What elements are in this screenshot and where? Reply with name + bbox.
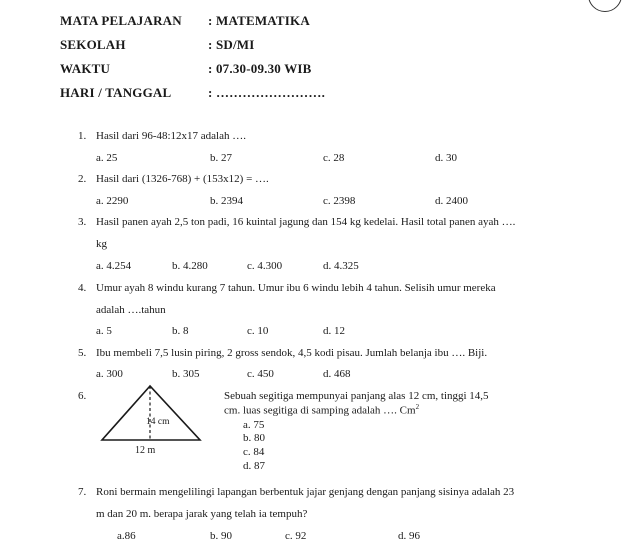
option-a: a.86	[117, 530, 136, 542]
superscript-2: 2	[415, 403, 420, 411]
header-value-date: : …………………….	[208, 85, 326, 100]
option-c: c. 4.300	[247, 260, 283, 272]
triangle-shape	[102, 386, 200, 440]
option-a: a. 75	[243, 419, 265, 431]
question-text-line-1: Hasil panen ayah 2,5 ton padi, 16 kuintal jagung dan 154 kg kedelai. Hasil total panen ayah ….	[96, 216, 516, 228]
option-b: b. 4.280	[172, 260, 208, 272]
question-number: 6.	[78, 390, 87, 402]
option-d: d. 2400	[435, 195, 468, 207]
triangle-figure	[96, 384, 206, 446]
option-d: d. 30	[435, 152, 457, 164]
question-text-line-2: cm. luas segitiga di samping adalah …. Cm$^2$	[224, 403, 420, 417]
option-b: b. 305	[172, 368, 200, 380]
option-a: a. 4.254	[96, 260, 132, 272]
option-a: a. 5	[96, 325, 112, 337]
page-number-circle	[588, 0, 622, 12]
header-value-school: : SD/MI	[208, 37, 255, 52]
question-text: Ibu membeli 7,5 lusin piring, 2 gross sendok, 4,5 kodi pisau. Jumlah belanja ibu …. Biji.	[96, 347, 488, 359]
header-label-subject: MATA PELAJARAN	[60, 13, 182, 28]
header-value-subject: : MATEMATIKA	[208, 13, 310, 28]
option-c: c. 84	[243, 446, 265, 458]
question-number: 7.	[78, 486, 87, 498]
header-value-time: : 07.30-09.30 WIB	[208, 61, 312, 76]
option-d: d. 12	[323, 325, 345, 337]
option-a: a. 25	[96, 152, 118, 164]
option-a: a. 2290	[96, 195, 129, 207]
option-b: b. 27	[210, 152, 232, 164]
option-a: a. 300	[96, 368, 123, 380]
triangle-height-label: 14 cm	[146, 417, 170, 427]
question-number: 5.	[78, 347, 87, 359]
question-number: 2.	[78, 173, 87, 185]
question-text-line-2: m dan 20 m. berapa jarak yang telah ia tempuh?	[96, 508, 308, 520]
triangle-base-label: 12 m	[135, 445, 156, 456]
header-label-school: SEKOLAH	[60, 37, 126, 52]
option-d: d. 468	[323, 368, 351, 380]
option-c: c. 92	[285, 530, 307, 542]
option-d: d. 96	[398, 530, 420, 542]
option-d: d. 87	[243, 460, 265, 472]
question-text-line-2: kg	[96, 238, 107, 250]
question-text-line-1: Umur ayah 8 windu kurang 7 tahun. Umur ibu 6 windu lebih 4 tahun. Selisih umur mereka	[96, 282, 496, 294]
question-text: Hasil dari (1326-768) + (153x12) = ….	[96, 173, 269, 185]
question-text-line-1: Roni bermain mengelilingi lapangan berbentuk jajar genjang dengan panjang sisinya adalah 23	[96, 486, 515, 498]
option-c: c. 2398	[323, 195, 356, 207]
question-text-line-1: Sebuah segitiga mempunyai panjang alas 12 cm, tinggi 14,5	[224, 390, 489, 402]
question-number: 3.	[78, 216, 87, 228]
question-text-line-2: adalah ….tahun	[96, 304, 166, 316]
header-label-time: WAKTU	[60, 61, 111, 76]
question-number: 1.	[78, 130, 87, 142]
option-b: b. 8	[172, 325, 189, 337]
option-b: b. 80	[243, 432, 265, 444]
header-label-date: HARI / TANGGAL	[60, 85, 172, 100]
option-c: c. 450	[247, 368, 274, 380]
question-text: Hasil dari 96-48:12x17 adalah ….	[96, 130, 246, 142]
option-b: b. 2394	[210, 195, 243, 207]
option-b: b. 90	[210, 530, 232, 542]
option-c: c. 28	[323, 152, 345, 164]
question-number: 4.	[78, 282, 87, 294]
option-d: d. 4.325	[323, 260, 359, 272]
option-c: c. 10	[247, 325, 269, 337]
